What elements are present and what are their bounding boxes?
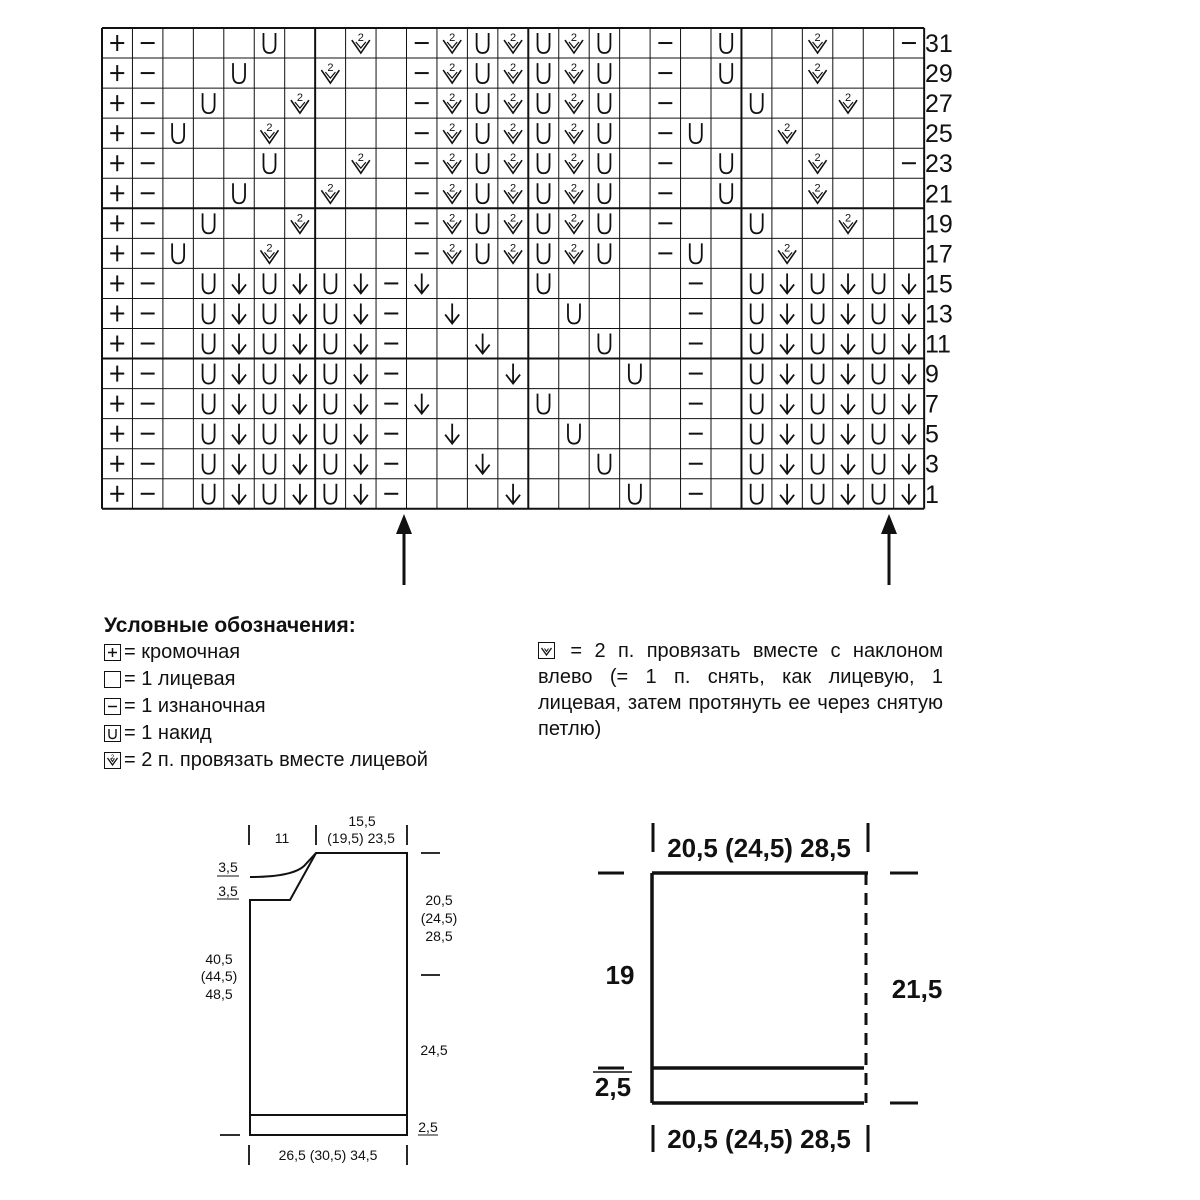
svg-text:2: 2 [570,182,578,195]
svg-text:2: 2 [570,122,578,135]
svg-text:2: 2 [814,32,821,45]
dim-right-1a: 20,5 [425,892,453,908]
svg-text:2: 2 [449,62,456,75]
svg-text:2: 2 [510,152,517,165]
legend-ssk-text: = 2 п. провязать вместе с наклоном влево (= 1 п. снять, как лицевую, 1 лицевая, затем протянуть ее через снятую петлю) [538,640,943,740]
dim-right-1b: (24,5) [420,910,458,926]
legend-item-label: = кромочная [124,641,241,663]
svg-text:2: 2 [570,212,578,225]
svg-text:2: 2 [449,32,456,45]
row-number: 29 [925,60,953,89]
sleeve-bottom: 20,5 (24,5) 28,5 [667,1124,851,1154]
legend-item-label: = 1 изнаночная [124,695,266,717]
dim-bottom: 26,5 (30,5) 34,5 [278,1147,378,1163]
svg-text:2: 2 [844,212,852,225]
svg-text:2: 2 [570,92,578,105]
svg-text:2: 2 [814,62,821,75]
svg-text:2: 2 [814,152,821,165]
row-number: 23 [925,150,953,179]
row-number: 21 [925,180,953,209]
svg-text:2: 2 [570,62,578,75]
svg-text:2: 2 [449,212,456,225]
svg-text:2: 2 [510,182,517,195]
svg-text:2: 2 [570,242,578,255]
dim-left-1: 3,5 [218,859,238,875]
sleeve-left-bottom: 2,5 [594,1072,632,1102]
svg-text:2: 2 [357,152,364,165]
svg-text:2: 2 [784,122,791,135]
row-number: 17 [925,240,953,269]
dim-right-1c: 28,5 [425,928,453,944]
svg-text:2: 2 [510,122,517,135]
svg-text:2: 2 [510,92,517,105]
svg-text:2: 2 [449,182,456,195]
legend-title: Условные обозначения: [104,614,356,637]
row-number: 31 [925,30,953,59]
legend-item-label: = 1 накид [124,722,212,744]
svg-text:2: 2 [357,32,364,45]
svg-text:2: 2 [296,92,303,105]
row-number: 11 [925,330,951,359]
dim-right-3: 2,5 [418,1119,438,1135]
row-number: 5 [925,420,939,449]
svg-text:2: 2 [570,152,578,165]
sleeve-top: 20,5 (24,5) 28,5 [667,833,851,863]
svg-text:2: 2 [570,32,578,45]
row-number: 3 [925,450,939,479]
svg-text:2: 2 [327,182,334,195]
svg-text:2: 2 [449,92,456,105]
svg-text:2: 2 [266,122,273,135]
row-number: 19 [925,210,953,239]
svg-text:2: 2 [449,242,456,255]
dim-top-b2: (19,5) 23,5 [327,830,395,846]
row-number: 7 [925,390,939,419]
row-number: 27 [925,90,953,119]
svg-text:2: 2 [510,242,517,255]
row-number: 15 [925,270,953,299]
svg-text:2: 2 [510,32,517,45]
dim-left-2: 3,5 [218,883,238,899]
svg-text:2: 2 [327,62,334,75]
row-number: 1 [925,480,939,509]
dim-left-3b: (44,5) [200,968,238,984]
svg-text:2: 2 [110,755,115,761]
row-number: 13 [925,300,953,329]
svg-text:2: 2 [296,212,303,225]
legend-item-label: = 1 лицевая [124,668,236,690]
svg-text:2: 2 [814,182,821,195]
row-number: 9 [925,360,939,389]
dim-right-2: 24,5 [420,1042,448,1058]
svg-text:2: 2 [784,242,791,255]
row-number: 25 [925,120,953,149]
dim-top-b1: 15,5 [348,813,376,829]
sleeve-left: 19 [605,960,635,990]
svg-text:2: 2 [510,212,517,225]
svg-text:2: 2 [510,62,517,75]
svg-text:2: 2 [449,152,456,165]
legend-item-label: = 2 п. провязать вместе лицевой [124,749,428,771]
svg-text:2: 2 [844,92,852,105]
dim-left-3c: 48,5 [205,986,233,1002]
svg-text:2: 2 [266,242,273,255]
sleeve-right: 21,5 [891,974,943,1004]
dim-top-a: 11 [274,830,290,846]
svg-text:2: 2 [449,122,456,135]
dim-left-3a: 40,5 [205,951,233,967]
